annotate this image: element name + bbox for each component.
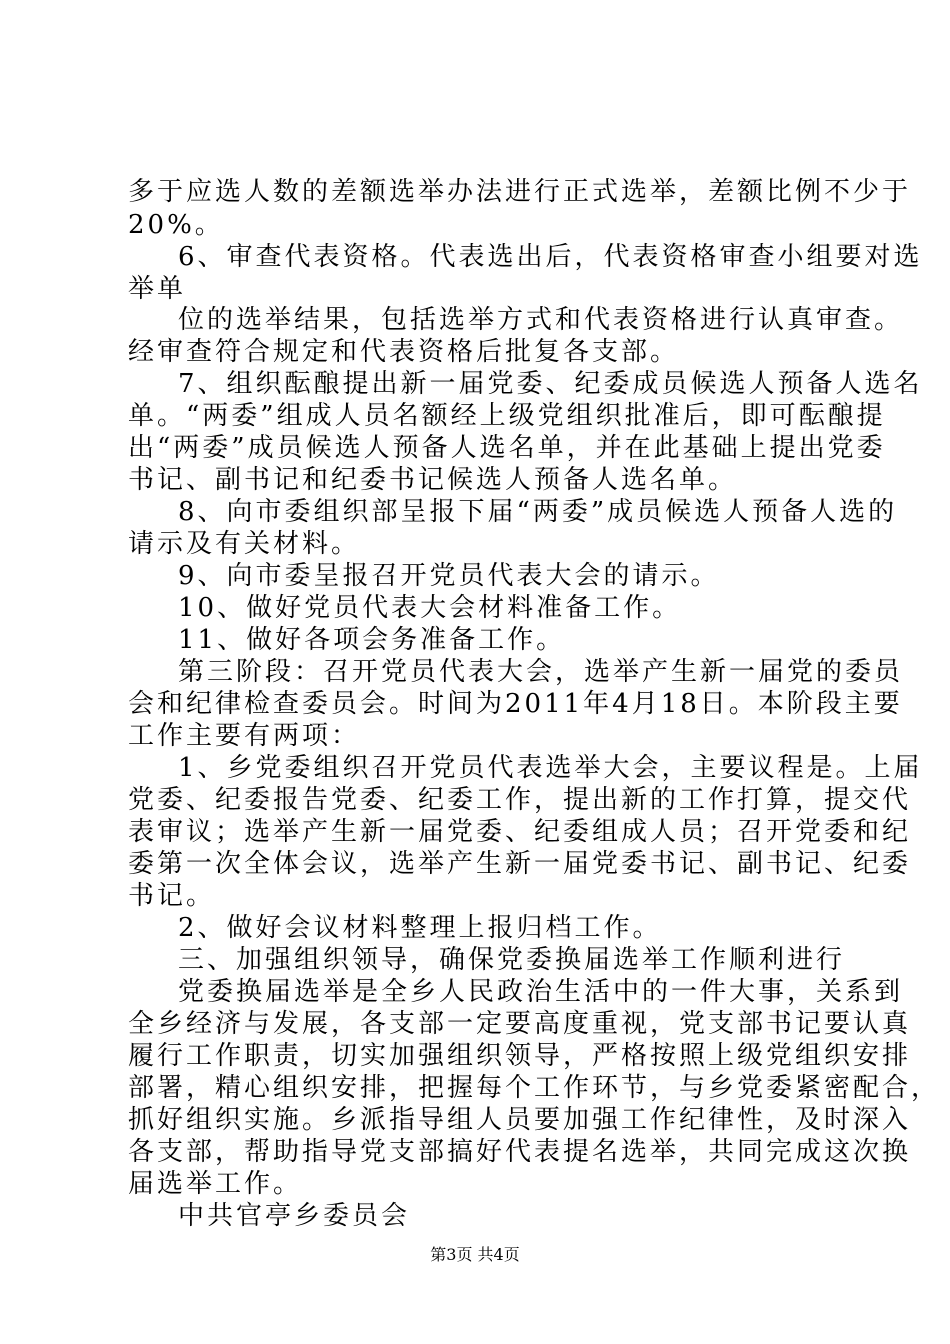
text-line: 请示及有关材料。 (128, 529, 361, 559)
text-line: 经审查符合规定和代表资格后批复各支部。 (128, 337, 680, 367)
text-line: 党委、纪委报告党委、纪委工作，提出新的工作打算，提交代 (128, 785, 912, 815)
text-line: 位的选举结果，包括选举方式和代表资格进行认真审查。 (178, 305, 904, 335)
text-line: 2、做好会议材料整理上报归档工作。 (178, 913, 662, 943)
text-line: 履行工作职责，切实加强组织领导，严格按照上级党组织安排 (128, 1041, 912, 1071)
text-line: 10、做好党员代表大会材料准备工作。 (178, 593, 682, 623)
text-line: 1、乡党委组织召开党员代表选举大会，主要议程是。上届 (178, 753, 923, 783)
text-line: 表审议；选举产生新一届党委、纪委组成人员；召开党委和纪 (128, 817, 912, 847)
text-line: 单。“两委”组成人员名额经上级党组织批准后，即可酝酿提 (128, 401, 886, 431)
text-line: 工作主要有两项： (128, 721, 361, 751)
signature-line: 中共官亭乡委员会 (178, 1201, 411, 1231)
text-line: 20%。 (128, 210, 224, 240)
text-line: 8、向市委组织部呈报下届“两委”成员候选人预备人选的 (178, 497, 898, 527)
text-line: 多于应选人数的差额选举办法进行正式选举，差额比例不少于 (128, 177, 912, 207)
text-line: 7、组织酝酿提出新一届党委、纪委成员候选人预备人选名 (178, 369, 923, 399)
text-line: 抓好组织实施。乡派指导组人员要加强工作纪律性，及时深入 (128, 1105, 912, 1135)
text-line: 第三阶段：召开党员代表大会，选举产生新一届党的委员 (178, 657, 904, 687)
text-line: 会和纪律检查委员会。时间为2011年4月18日。本阶段主要 (128, 689, 903, 719)
text-line: 委第一次全体会议，选举产生新一届党委书记、副书记、纪委 (128, 849, 912, 879)
text-line: 举单 (128, 274, 187, 304)
text-line: 出“两委”成员候选人预备人选名单，并在此基础上提出党委 (128, 433, 886, 463)
text-line: 届选举工作。 (128, 1169, 303, 1199)
text-line: 11、做好各项会务准备工作。 (178, 625, 566, 655)
text-line: 部署，精心组织安排，把握每个工作环节，与乡党委紧密配合， (128, 1073, 941, 1103)
text-line: 各支部，帮助指导党支部搞好代表提名选举，共同完成这次换 (128, 1137, 912, 1167)
text-line: 书记、副书记和纪委书记候选人预备人选名单。 (128, 465, 738, 495)
text-line: 全乡经济与发展，各支部一定要高度重视，党支部书记要认真 (128, 1009, 912, 1039)
text-line: 9、向市委呈报召开党员代表大会的请示。 (178, 561, 720, 591)
page-number-footer: 第3页 共4页 (430, 1245, 520, 1264)
text-line: 党委换届选举是全乡人民政治生活中的一件大事，关系到 (178, 977, 904, 1007)
section-heading: 三、加强组织领导，确保党委换届选举工作顺利进行 (178, 945, 846, 975)
text-line: 书记。 (128, 881, 216, 911)
text-line: 6、审查代表资格。代表选出后，代表资格审查小组要对选 (178, 242, 923, 272)
